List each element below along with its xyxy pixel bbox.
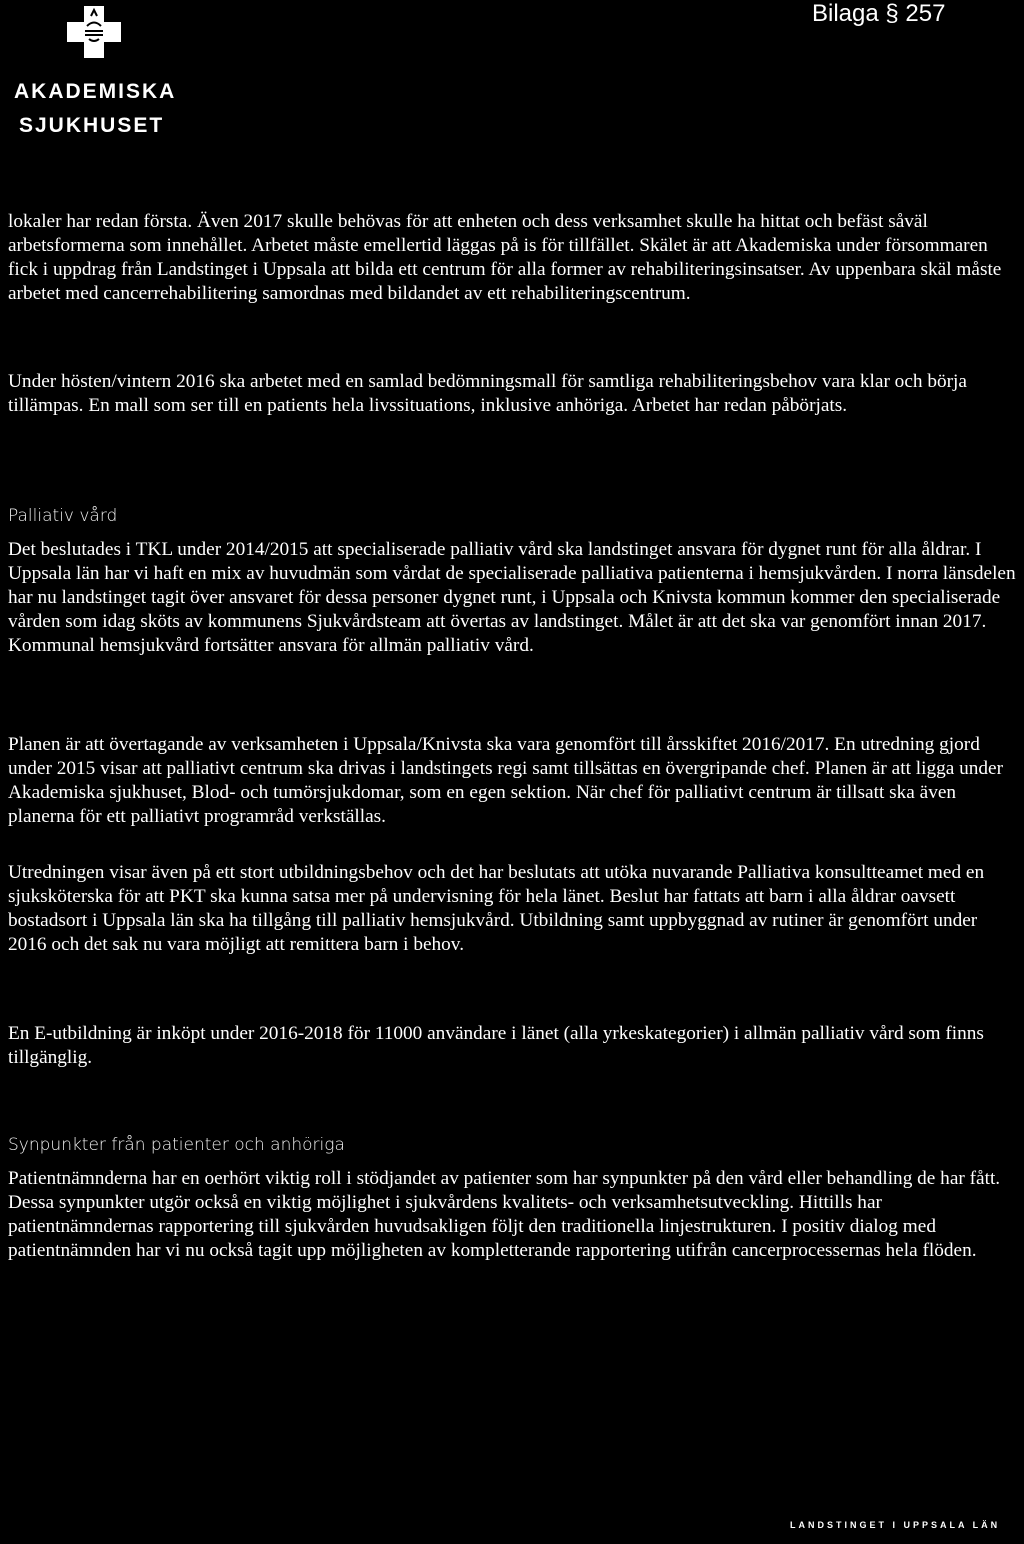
- footer-organization: LANDSTINGET I UPPSALA LÄN: [790, 1520, 1001, 1530]
- paragraph-rehab-center: lokaler har redan första. Även 2017 skulle behövas för att enheten och dess verksamhet skulle ha hittat och befäst såväl arbetsformerna som innehållet. Arbetet måste emellertid läggas på is för tillfället. Skälet är att Akademiska under försommaren fick i uppdrag från Landstinget i Uppsala att bilda ett centrum för alla former av rehabiliteringsinsatser. Av uppenbara skäl måste arbetet med cancerrehabilitering samordnas med bildandet av ett rehabiliteringscentrum.: [8, 211, 1002, 304]
- paragraph-e-learning: En E-utbildning är inköpt under 2016-2018 för 11000 användare i länet (alla yrkeskategorier) i allmän palliativ vård som finns tillgänglig.: [8, 1023, 984, 1068]
- section-heading-feedback: Synpunkter från patienter och anhöriga: [8, 1135, 345, 1155]
- logo-text-line2: SJUKHUSET: [19, 114, 165, 137]
- paragraph-training-needs: Utredningen visar även på ett stort utbildningsbehov och det har beslutats att utöka nuvarande Palliativa konsultteamet med en sjuksköterska för att PKT ska kunna satsa mer på undervisning för hela länet. Beslut har fattats att barn i alla åldrar oavsett bostadsort i Uppsala län ska ha tillgång till palliativ hemsjukvård. Utbildning samt uppbyggnad av rutiner är genomfört under 2016 och det sak nu vara möjligt att remittera barn i behov.: [8, 862, 985, 955]
- section-heading-palliative: Palliativ vård: [8, 506, 118, 526]
- logo-text-line1: AKADEMISKA: [14, 80, 177, 103]
- attachment-label: Bilaga § 257: [812, 0, 946, 27]
- paragraph-patient-boards: Patientnämnderna har en oerhört viktig roll i stödjandet av patienter som har synpunkter på den vård eller behandling de har fått. Dessa synpunkter utgör också en viktig möjlighet i sjukvårdens kvalitets- och verksamhetsutveckling. Hittills har patientnämndernas rapportering till sjukvården huvudsakligen följt den traditionella linjestrukturen. I positiv dialog med patientnämnden har vi nu också tagit upp möjligheten av kompletterande rapportering utifrån cancerprocessernas hela flöden.: [8, 1168, 1001, 1261]
- paragraph-assessment-template: Under hösten/vintern 2016 ska arbetet med en samlad bedömningsmall för samtliga rehabiliteringsbehov vara klar och börja tillämpas. En mall som ser till en patients hela livssituations, inklusive anhöriga. Arbetet har redan påbörjats.: [8, 371, 967, 416]
- paragraph-palliative-responsibility: Det beslutades i TKL under 2014/2015 att specialiserade palliativ vård ska landstinget ansvara för dygnet runt för alla åldrar. I Uppsala län har vi haft en mix av huvudmän som vårdat de specialiserade palliativa patienterna i hemsjukvården. I norra länsdelen har nu landstinget tagit över ansvaret för dessa personer dygnet runt, i Uppsala och Knivsta kommun kommer den specialiserade vården som idag sköts av kommunens Sjukvårdsteam att övertas av landstinget. Målet är att det ska var genomfört innan 2017. Kommunal hemsjukvård fortsätter ansvara för allmän palliativ vård.: [8, 539, 1016, 656]
- cross-logo-icon: [65, 4, 123, 60]
- paragraph-palliative-centre-plan: Planen är att övertagande av verksamheten i Uppsala/Knivsta ska vara genomfört till årsskiftet 2016/2017. En utredning gjord under 2015 visar att palliativt centrum ska drivas i landstingets regi samt tillsättas en övergripande chef. Planen är att ligga under Akademiska sjukhuset, Blod- och tumörsjukdomar, som en egen sektion. När chef för palliativt centrum är tillsatt ska även planerna för ett palliativt programråd verkställas.: [8, 734, 1004, 827]
